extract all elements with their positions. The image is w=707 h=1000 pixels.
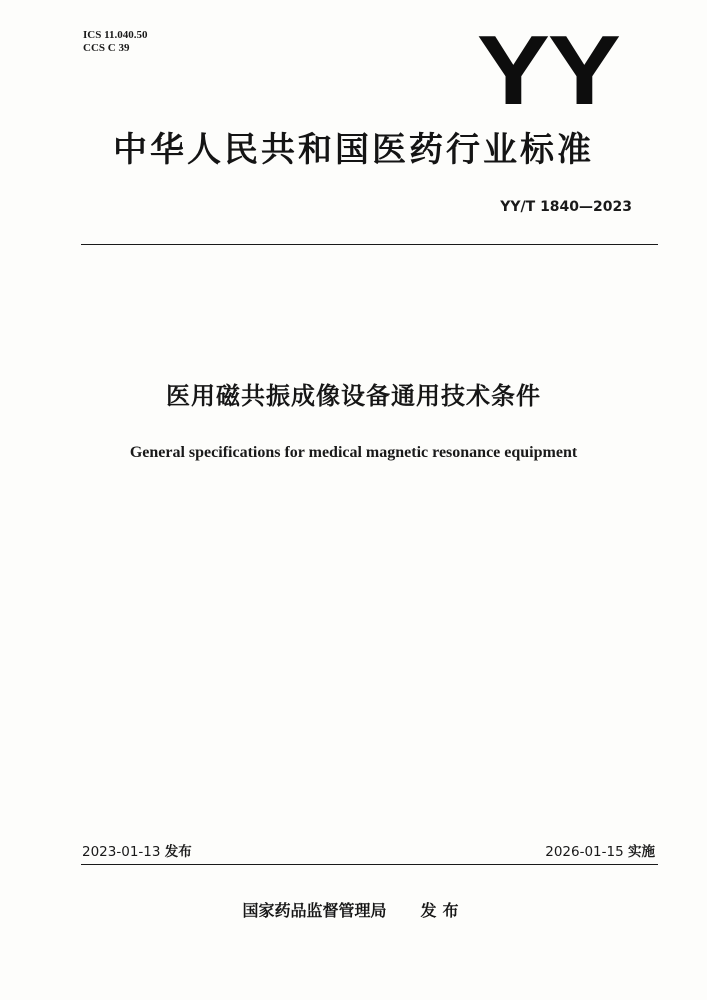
issue-date-block bbox=[82, 840, 192, 860]
implement-label: 实施 bbox=[628, 844, 655, 860]
publisher-name: 国家药品监督管理局 bbox=[242, 901, 387, 920]
publisher-line bbox=[0, 898, 707, 921]
classification-codes bbox=[83, 29, 148, 55]
standard-number: YY/T 1840—2023 bbox=[500, 199, 632, 215]
implement-date: 2026-01-15 bbox=[545, 844, 624, 860]
document-title-english: General specifications for medical magnetic resonance equipment bbox=[129, 444, 578, 461]
publish-label: 发布 bbox=[420, 901, 465, 920]
header-divider bbox=[81, 244, 658, 245]
org-title: 中华人民共和国医药行业标准 bbox=[113, 130, 594, 170]
document-title-chinese: 医用磁共振成像设备通用技术条件 bbox=[166, 382, 541, 410]
yy-logo: YY bbox=[477, 15, 619, 125]
issue-label: 发布 bbox=[164, 844, 192, 860]
footer-divider bbox=[81, 864, 658, 865]
implement-date-block bbox=[545, 840, 655, 860]
ccs-code: CCS C 39 bbox=[83, 42, 130, 54]
ics-code: ICS 11.040.50 bbox=[83, 29, 148, 41]
issue-date: 2023-01-13 bbox=[82, 844, 161, 860]
